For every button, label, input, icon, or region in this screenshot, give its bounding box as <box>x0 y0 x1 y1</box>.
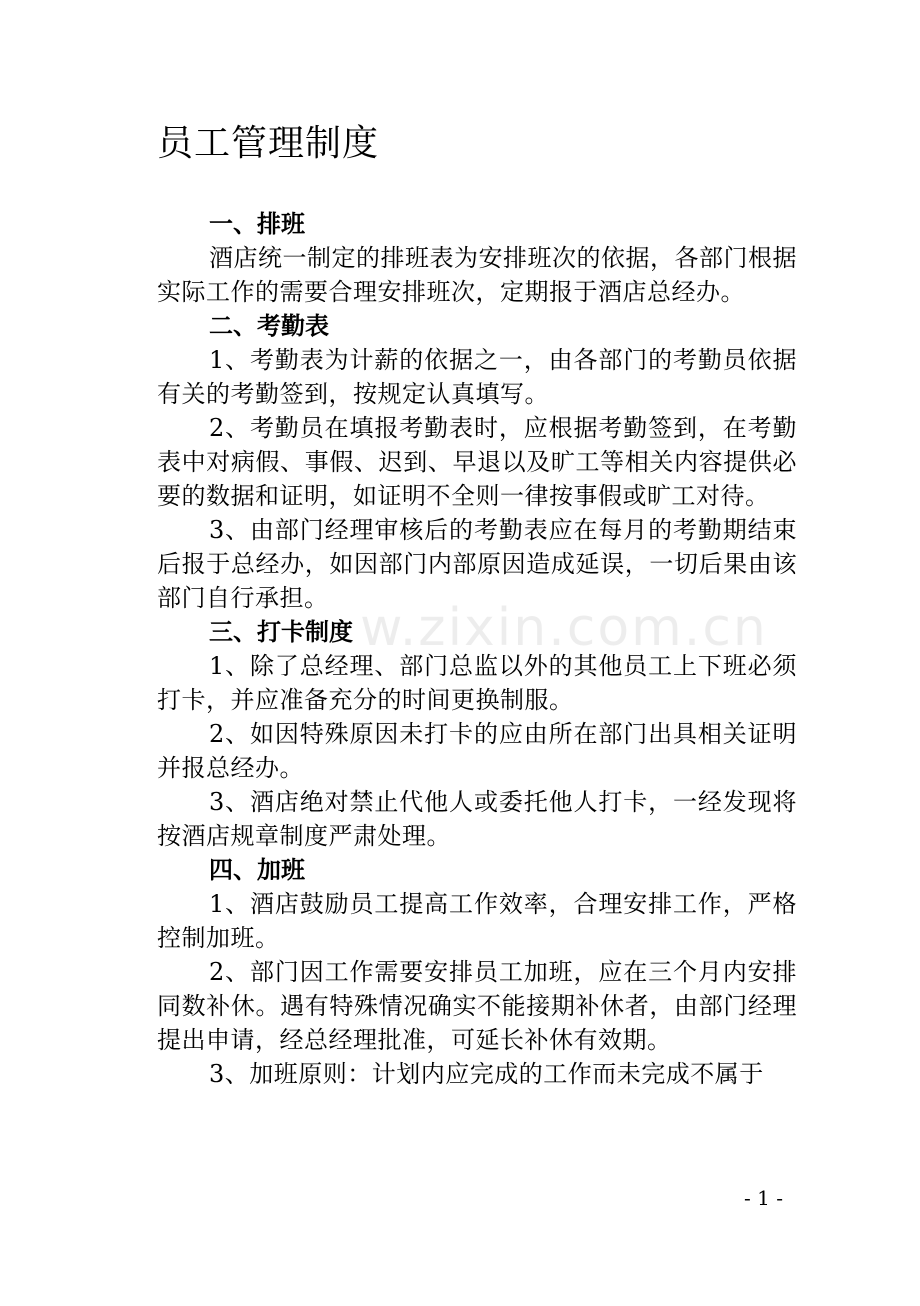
section-heading-attendance-sheet: 二、考勤表 <box>209 312 329 340</box>
paragraph: 3、加班原则：计划内应完成的工作而未完成不属于 <box>209 1060 764 1088</box>
page-number: - 1 - <box>744 1186 783 1210</box>
document-body <box>157 207 797 1091</box>
paragraph: 酒店统一制定的排班表为安排班次的依据，各部门根据实际工作的需要合理安排班次，定期报于酒店总经办。 <box>157 244 797 306</box>
paragraph: 2、部门因工作需要安排员工加班，应在三个月内安排同数补休。遇有特殊情况确实不能接期补休者，由部门经理提出申请，经总经理批准，可延长补休有效期。 <box>157 958 797 1054</box>
paragraph: 1、除了总经理、部门总监以外的其他员工上下班必须打卡，并应准备充分的时间更换制服。 <box>157 652 797 714</box>
paragraph: 2、考勤员在填报考勤表时，应根据考勤签到，在考勤表中对病假、事假、迟到、早退以及旷工等相关内容提供必要的数据和证明，如证明不全则一律按事假或旷工对待。 <box>157 414 797 510</box>
paragraph: 1、酒店鼓励员工提高工作效率，合理安排工作，严格控制加班。 <box>157 890 797 952</box>
paragraph: 3、酒店绝对禁止代他人或委托他人打卡，一经发现将按酒店规章制度严肃处理。 <box>157 788 797 850</box>
watermark: w.zixin.com.cn <box>360 598 768 658</box>
paragraph: 2、如因特殊原因未打卡的应由所在部门出具相关证明并报总经办。 <box>157 720 797 782</box>
paragraph: 3、由部门经理审核后的考勤表应在每月的考勤期结束后报于总经办，如因部门内部原因造成延误，一切后果由该部门自行承担。 <box>157 516 797 612</box>
section-heading-clock-in: 三、打卡制度 <box>209 618 353 646</box>
section-heading-overtime: 四、加班 <box>209 856 305 884</box>
page-title: 员工管理制度 <box>157 123 380 164</box>
paragraph: 1、考勤表为计薪的依据之一，由各部门的考勤员依据有关的考勤签到，按规定认真填写。 <box>157 346 797 408</box>
section-heading-scheduling: 一、排班 <box>209 210 305 238</box>
